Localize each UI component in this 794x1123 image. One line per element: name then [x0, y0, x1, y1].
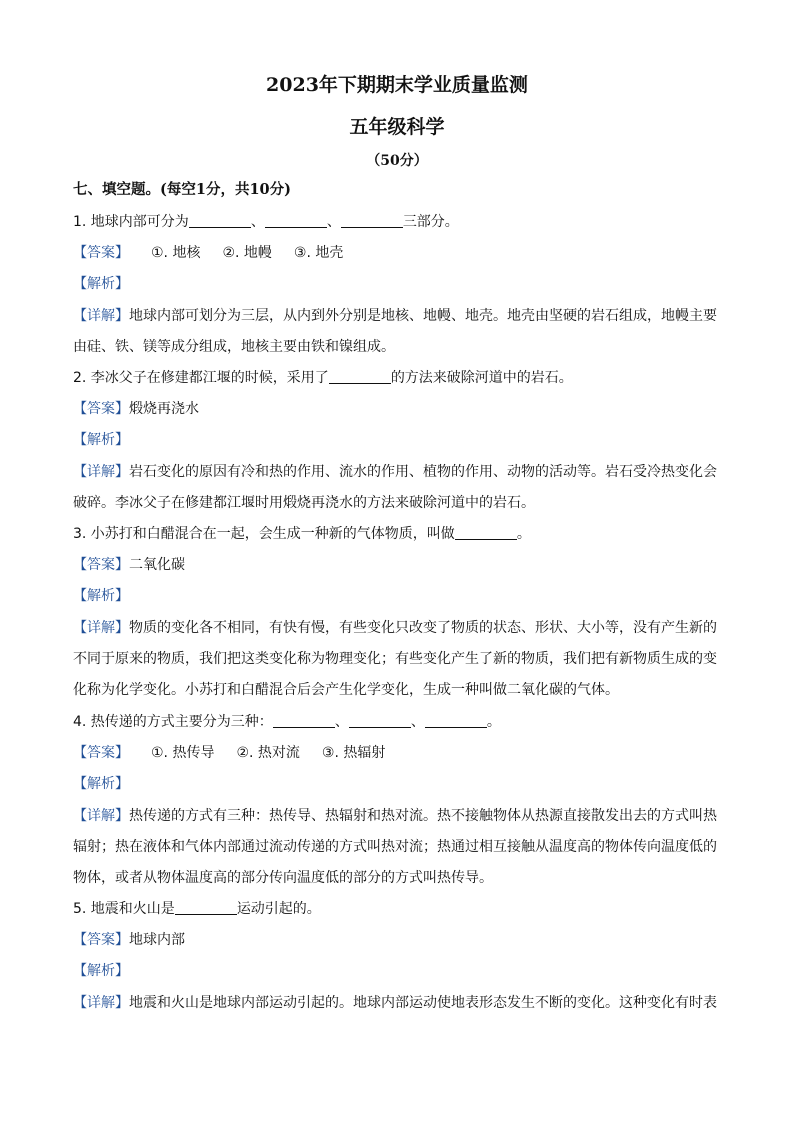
answer-label: 【答案】 — [73, 745, 129, 761]
question-5 — [73, 899, 723, 919]
separator: 、 — [250, 214, 265, 230]
question-1-stem-b: 三部分。 — [402, 214, 459, 230]
detail-text: 地球内部可划分为三层，从内到外分别是地核、地幔、地壳。地壳由坚硬的岩石组成，地幔主要由硅、铁、镁等成分组成，地核主要由铁和镍组成。 — [73, 308, 717, 355]
answer-text: 地球内部 — [129, 932, 185, 948]
detail-5 — [73, 988, 717, 1019]
detail-text: 物质的变化各不相同，有快有慢，有些变化只改变了物质的状态、形状、大小等，没有产生新的不同于原来的物质，我们把这类变化称为物理变化；有些变化产生了新的物质，我们把有新物质生成的变化称为化学变化。小苏打和白醋混合后会产生化学变化，生成一种叫做二氧化碳的气体。 — [73, 620, 717, 698]
answer-text: 煅烧再浇水 — [129, 401, 199, 417]
detail-label: 【详解】 — [73, 620, 129, 636]
analysis-row-3 — [73, 586, 723, 606]
detail-3 — [73, 613, 717, 706]
answer-label: 【答案】 — [73, 401, 129, 417]
analysis-row-2 — [73, 430, 723, 450]
answer-blank — [425, 713, 487, 728]
answer-blank — [189, 213, 251, 228]
detail-2 — [73, 457, 717, 519]
section-heading: 七、填空题。(每空1分，共10分) — [73, 181, 291, 198]
detail-label: 【详解】 — [73, 308, 129, 324]
answer-blank — [341, 213, 403, 228]
answer-label: 【答案】 — [73, 557, 129, 573]
answer-option: ③. 热辐射 — [321, 745, 386, 761]
answer-label: 【答案】 — [73, 245, 129, 261]
separator: 、 — [410, 714, 425, 730]
question-1 — [73, 212, 723, 232]
detail-label: 【详解】 — [73, 808, 129, 824]
analysis-row-5 — [73, 961, 723, 981]
question-4-stem-a: 4. 热传递的方式主要分为三种： — [73, 714, 273, 730]
question-2-stem-a: 2. 李冰父子在修建都江堰的时候，采用了 — [73, 370, 329, 386]
question-3-stem-a: 3. 小苏打和白醋混合在一起，会生成一种新的气体物质，叫做 — [73, 526, 455, 542]
answer-blank — [175, 900, 237, 915]
separator: 、 — [326, 214, 341, 230]
analysis-label: 【解析】 — [73, 776, 129, 792]
answer-option: ①. 热传导 — [151, 745, 215, 761]
analysis-label: 【解析】 — [73, 963, 129, 979]
question-2-stem-b: 的方法来破除河道中的岩石。 — [390, 370, 573, 386]
answer-text: 二氧化碳 — [129, 557, 185, 573]
question-2 — [73, 368, 723, 388]
detail-text: 岩石变化的原因有冷和热的作用、流水的作用、植物的作用、动物的活动等。岩石受冷热变化会破碎。李冰父子在修建都江堰时用煅烧再浇水的方法来破除河道中的岩石。 — [73, 464, 717, 511]
analysis-label: 【解析】 — [73, 588, 129, 604]
analysis-label: 【解析】 — [73, 432, 129, 448]
answer-row-5 — [73, 930, 723, 950]
answer-blank — [273, 713, 335, 728]
detail-4 — [73, 801, 717, 894]
analysis-label: 【解析】 — [73, 276, 129, 292]
detail-label: 【详解】 — [73, 464, 129, 480]
answer-row-3 — [73, 555, 723, 575]
detail-text: 热传递的方式有三种：热传导、热辐射和热对流。热不接触物体从热源直接散发出去的方式叫热辐射；热在液体和气体内部通过流动传递的方式叫热对流；热通过相互接触从温度高的物体传向温度低的物体，或者从物体温度高的部分传向温度低的部分的方式叫热传导。 — [73, 808, 717, 886]
answer-option: ②. 热对流 — [236, 745, 300, 761]
answer-blank — [265, 213, 327, 228]
question-3 — [73, 524, 723, 544]
answer-option: ③. 地壳 — [293, 245, 344, 261]
answer-blank — [329, 369, 391, 384]
answer-row-2 — [73, 399, 723, 419]
question-4-stem-b: 。 — [486, 714, 501, 730]
exam-title: 2023年下期期末学业质量监测 — [266, 74, 528, 96]
answer-row-1 — [73, 243, 723, 263]
detail-text: 地震和火山是地球内部运动引起的。地球内部运动使地表形态发生不断的变化。这种变化有时表 — [129, 995, 717, 1011]
question-1-stem-a: 1. 地球内部可分为 — [73, 214, 189, 230]
answer-blank — [455, 525, 517, 540]
exam-score: （50分） — [366, 153, 428, 169]
question-5-stem-a: 5. 地震和火山是 — [73, 901, 175, 917]
exam-subject: 五年级科学 — [349, 116, 445, 138]
question-4 — [73, 712, 723, 732]
answer-label: 【答案】 — [73, 932, 129, 948]
analysis-row-4 — [73, 774, 723, 794]
answer-row-4 — [73, 743, 723, 763]
question-5-stem-b: 运动引起的。 — [236, 901, 321, 917]
question-3-stem-b: 。 — [516, 526, 531, 542]
answer-blank — [349, 713, 411, 728]
detail-label: 【详解】 — [73, 995, 129, 1011]
detail-1 — [73, 301, 717, 363]
answer-option: ②. 地幔 — [222, 245, 272, 261]
analysis-row-1 — [73, 274, 723, 294]
separator: 、 — [334, 714, 349, 730]
answer-option: ①. 地核 — [151, 245, 201, 261]
